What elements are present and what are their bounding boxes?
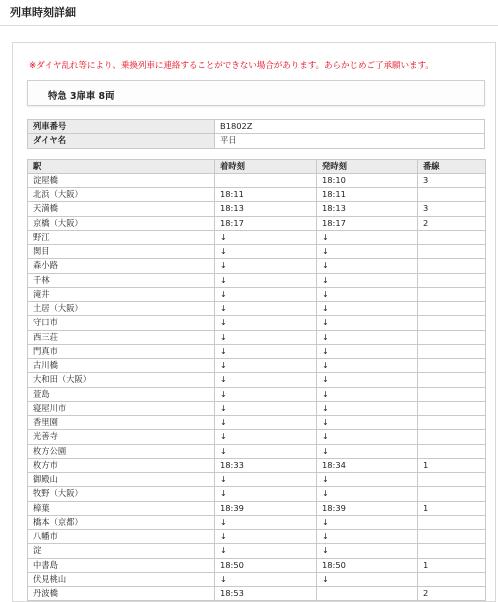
track-number: 3 [418, 202, 486, 216]
table-row [28, 430, 486, 444]
arrival-time: ↓ [215, 273, 317, 287]
table-row [28, 473, 486, 487]
arrival-time: 18:13 [215, 202, 317, 216]
track-number [418, 373, 486, 387]
arrival-time: ↓ [215, 373, 317, 387]
table-row [28, 287, 486, 301]
departure-time: ↓ [317, 245, 418, 259]
station-name: 香里園 [28, 416, 215, 430]
departure-time: ↓ [317, 515, 418, 529]
table-row [28, 530, 486, 544]
column-header-arrival: 着時刻 [215, 159, 317, 173]
table-row [28, 359, 486, 373]
departure-time: 18:11 [317, 188, 418, 202]
arrival-time: ↓ [215, 487, 317, 501]
column-header-station: 駅 [28, 159, 215, 173]
table-row [28, 587, 486, 601]
track-number [418, 302, 486, 316]
station-name: 関目 [28, 245, 215, 259]
info-value: 平日 [215, 134, 485, 148]
track-number [418, 287, 486, 301]
departure-time: ↓ [317, 344, 418, 358]
track-number [418, 316, 486, 330]
timetable [27, 159, 486, 602]
arrival-time: 18:53 [215, 587, 317, 601]
table-row [28, 544, 486, 558]
arrival-time: ↓ [215, 401, 317, 415]
departure-time: 18:10 [317, 173, 418, 187]
station-name: 古川橋 [28, 359, 215, 373]
table-row [28, 273, 486, 287]
departure-time: ↓ [317, 473, 418, 487]
info-row-diagram-name [28, 134, 485, 148]
station-name: 西三荘 [28, 330, 215, 344]
departure-time: ↓ [317, 316, 418, 330]
station-name: 北浜（大阪） [28, 188, 215, 202]
notice-text: ※ダイヤ乱れ等により、乗換列車に連絡することができない場合があります。あらかじめご了承願います。 [29, 61, 434, 71]
info-label: 列車番号 [28, 120, 215, 134]
departure-time: ↓ [317, 287, 418, 301]
train-info-table [27, 119, 485, 149]
departure-time: ↓ [317, 572, 418, 586]
track-number: 1 [418, 558, 486, 572]
table-row [28, 558, 486, 572]
station-name: 寝屋川市 [28, 401, 215, 415]
station-name: 中書島 [28, 558, 215, 572]
station-name: 枚方公園 [28, 444, 215, 458]
departure-time: ↓ [317, 430, 418, 444]
track-number [418, 387, 486, 401]
departure-time: ↓ [317, 273, 418, 287]
arrival-time: ↓ [215, 245, 317, 259]
arrival-time: ↓ [215, 530, 317, 544]
departure-time: ↓ [317, 487, 418, 501]
table-row [28, 572, 486, 586]
track-number [418, 344, 486, 358]
station-name: 伏見桃山 [28, 572, 215, 586]
train-title-box [27, 80, 485, 106]
track-number [418, 530, 486, 544]
track-number [418, 259, 486, 273]
arrival-time: ↓ [215, 387, 317, 401]
track-number [418, 330, 486, 344]
arrival-time: ↓ [215, 430, 317, 444]
arrival-time: ↓ [215, 544, 317, 558]
table-row [28, 259, 486, 273]
table-row [28, 444, 486, 458]
station-name: 淀 [28, 544, 215, 558]
table-row [28, 401, 486, 415]
table-row [28, 458, 486, 472]
arrival-time: ↓ [215, 572, 317, 586]
track-number [418, 401, 486, 415]
departure-time: 18:50 [317, 558, 418, 572]
track-number [418, 515, 486, 529]
arrival-time: ↓ [215, 473, 317, 487]
info-row-train-number [28, 120, 485, 134]
arrival-time: ↓ [215, 302, 317, 316]
table-row [28, 387, 486, 401]
station-name: 萱島 [28, 387, 215, 401]
departure-time: ↓ [317, 373, 418, 387]
track-number: 1 [418, 501, 486, 515]
departure-time: ↓ [317, 544, 418, 558]
arrival-time: ↓ [215, 230, 317, 244]
departure-time: ↓ [317, 387, 418, 401]
departure-time: ↓ [317, 530, 418, 544]
arrival-time: ↓ [215, 344, 317, 358]
column-header-track: 番線 [418, 159, 486, 173]
station-name: 牧野（大阪） [28, 487, 215, 501]
track-number [418, 444, 486, 458]
departure-time [317, 587, 418, 601]
track-number [418, 544, 486, 558]
departure-time: ↓ [317, 401, 418, 415]
departure-time: ↓ [317, 230, 418, 244]
track-number [418, 230, 486, 244]
table-row [28, 487, 486, 501]
column-header-departure: 発時刻 [317, 159, 418, 173]
station-name: 滝井 [28, 287, 215, 301]
station-name: 丹波橋 [28, 587, 215, 601]
arrival-time: 18:11 [215, 188, 317, 202]
table-row [28, 173, 486, 187]
timetable-body [28, 173, 486, 601]
departure-time: 18:13 [317, 202, 418, 216]
arrival-time: 18:17 [215, 216, 317, 230]
station-name: 守口市 [28, 316, 215, 330]
table-row [28, 330, 486, 344]
departure-time: ↓ [317, 302, 418, 316]
arrival-time: 18:33 [215, 458, 317, 472]
table-row [28, 245, 486, 259]
table-row [28, 216, 486, 230]
station-name: 八幡市 [28, 530, 215, 544]
table-row [28, 316, 486, 330]
arrival-time: ↓ [215, 444, 317, 458]
table-row [28, 230, 486, 244]
track-number [418, 473, 486, 487]
info-label: ダイヤ名 [28, 134, 215, 148]
arrival-time: ↓ [215, 259, 317, 273]
station-name: 野江 [28, 230, 215, 244]
track-number: 1 [418, 458, 486, 472]
departure-time: 18:39 [317, 501, 418, 515]
departure-time: 18:17 [317, 216, 418, 230]
table-row [28, 373, 486, 387]
station-name: 光善寺 [28, 430, 215, 444]
table-row [28, 344, 486, 358]
departure-time: ↓ [317, 359, 418, 373]
track-number [418, 273, 486, 287]
arrival-time: ↓ [215, 287, 317, 301]
station-name: 京橋（大阪） [28, 216, 215, 230]
station-name: 淀屋橋 [28, 173, 215, 187]
track-number: 2 [418, 216, 486, 230]
track-number [418, 487, 486, 501]
station-name: 土居（大阪） [28, 302, 215, 316]
table-row [28, 188, 486, 202]
track-number: 2 [418, 587, 486, 601]
track-number [418, 430, 486, 444]
departure-time: 18:34 [317, 458, 418, 472]
departure-time: ↓ [317, 416, 418, 430]
station-name: 橋本（京都） [28, 515, 215, 529]
info-value: B1802Z [215, 120, 485, 134]
table-row [28, 202, 486, 216]
arrival-time: ↓ [215, 330, 317, 344]
departure-time: ↓ [317, 259, 418, 273]
train-title: 特急 3扉車 8両 [48, 91, 115, 102]
station-name: 森小路 [28, 259, 215, 273]
departure-time: ↓ [317, 330, 418, 344]
page-header [0, 0, 498, 26]
station-name: 大和田（大阪） [28, 373, 215, 387]
station-name: 枚方市 [28, 458, 215, 472]
track-number [418, 572, 486, 586]
table-row [28, 515, 486, 529]
arrival-time [215, 173, 317, 187]
arrival-time: ↓ [215, 359, 317, 373]
station-name: 門真市 [28, 344, 215, 358]
track-number [418, 416, 486, 430]
track-number [418, 188, 486, 202]
track-number [418, 359, 486, 373]
table-row [28, 416, 486, 430]
table-row [28, 302, 486, 316]
page-title: 列車時刻詳細 [10, 6, 76, 19]
arrival-time: 18:50 [215, 558, 317, 572]
arrival-time: ↓ [215, 416, 317, 430]
station-name: 御殿山 [28, 473, 215, 487]
station-name: 千林 [28, 273, 215, 287]
station-name: 天満橋 [28, 202, 215, 216]
station-name: 樟葉 [28, 501, 215, 515]
track-number: 3 [418, 173, 486, 187]
arrival-time: 18:39 [215, 501, 317, 515]
arrival-time: ↓ [215, 515, 317, 529]
table-row [28, 501, 486, 515]
timetable-header-row [28, 159, 486, 173]
track-number [418, 245, 486, 259]
departure-time: ↓ [317, 444, 418, 458]
detail-panel [12, 42, 496, 602]
arrival-time: ↓ [215, 316, 317, 330]
